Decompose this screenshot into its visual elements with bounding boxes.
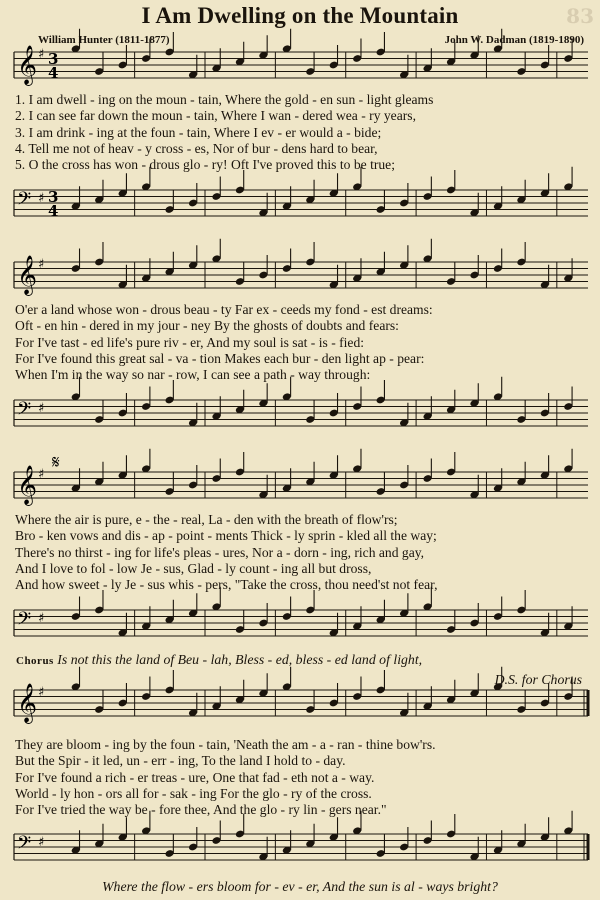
bass-staff-3 bbox=[14, 587, 588, 637]
verse-block-1 bbox=[15, 92, 590, 173]
sharp-key-icon: ♯ bbox=[38, 191, 45, 206]
sharp-key-icon: ♯ bbox=[38, 257, 45, 272]
chorus-text: Is not this the land of Beu - lah, Bless - ed, bless - ed land of light, bbox=[53, 652, 423, 667]
verse-line: For I've found a rich - er treas - ure, One that fad - eth not a - way. bbox=[15, 769, 375, 785]
sharp-key-icon: ♯ bbox=[38, 467, 45, 482]
verse-block-2 bbox=[15, 302, 590, 383]
verse-line: World - ly hon - ors all for - sak - ing For the glo - ry of the cross. bbox=[15, 785, 372, 801]
verse-line: Where the air is pure, e - the - real, La - den with the breath of flow'rs; bbox=[15, 512, 398, 527]
lyricist-credit: William Hunter (1811-1877) bbox=[38, 34, 170, 46]
verse-line: 4. Tell me not of heav - y cross - es, Nor of bur - dens hard to bear, bbox=[15, 140, 378, 156]
verse-line: For I've found this great sal - va - tion Makes each bur - den light ap - pear: bbox=[15, 350, 425, 366]
time-signature-top: 3 bbox=[48, 188, 59, 206]
bass-staff-2 bbox=[14, 377, 588, 427]
chorus-line bbox=[16, 652, 591, 668]
bass-clef-icon: 𝄢 bbox=[17, 833, 32, 858]
verse-line: But the Spir - it led, un - err - ing, To the land I hold to - day. bbox=[15, 753, 346, 769]
treble-clef-icon: 𝄞 bbox=[17, 465, 38, 505]
verse-line: For I've tast - ed life's pure riv - er, And my soul is sat - is - fied: bbox=[15, 334, 365, 350]
sharp-key-icon: ♯ bbox=[38, 47, 45, 62]
verse-line: For I've tried the way be - fore thee, And the glo - ry lin - gers near." bbox=[15, 802, 387, 818]
bass-clef-icon: 𝄢 bbox=[17, 189, 32, 214]
verse-line: 1. I am dwell - ing on the moun - tain, Where the gold - en sun - light gleams bbox=[15, 92, 434, 107]
treble-clef-icon: 𝄞 bbox=[17, 683, 38, 723]
time-signature-bottom: 4 bbox=[48, 202, 59, 220]
sharp-key-icon: ♯ bbox=[38, 685, 45, 700]
verse-line: Oft - en hin - dered in my jour - ney By the ghosts of doubts and fears: bbox=[15, 318, 399, 334]
treble-clef-icon: 𝄞 bbox=[17, 255, 38, 295]
bass-clef-icon: 𝄢 bbox=[17, 609, 32, 634]
sharp-key-icon: ♯ bbox=[38, 611, 45, 626]
composer-credit: John W. Dadman (1819-1890) bbox=[444, 34, 584, 46]
treble-clef-icon: 𝄞 bbox=[17, 45, 38, 85]
ds-for-chorus-note: D.S. for Chorus bbox=[494, 672, 582, 687]
verse-line: And I love to fol - low Je - sus, Glad - ly count - ing all but dross, bbox=[15, 560, 372, 576]
verse-line: O'er a land whose won - drous beau - ty Far ex - ceeds my fond - est dreams: bbox=[15, 302, 433, 317]
verse-block-4 bbox=[15, 737, 590, 818]
sharp-key-icon: ♯ bbox=[38, 835, 45, 850]
verse-line: And how sweet - ly Je - sus whis - pers, "Take the cross, thou need'st not fear, bbox=[15, 577, 438, 593]
segno-icon: 𝄋 bbox=[52, 452, 60, 473]
treble-staff-2 bbox=[14, 239, 588, 296]
verse-line: 3. I am drink - ing at the foun - tain, Where I ev - er would a - bide; bbox=[15, 124, 382, 140]
verse-line: 2. I can see far down the moun - tain, Where I wan - dered wea - ry years, bbox=[15, 108, 416, 124]
treble-staff-3 bbox=[14, 449, 588, 506]
verse-line: Bro - ken vows and dis - ap - point - ments Thick - ly sprin - kled all the way; bbox=[15, 528, 437, 544]
sharp-key-icon: ♯ bbox=[38, 401, 45, 416]
chorus-label: Chorus bbox=[16, 655, 54, 667]
bass-clef-icon: 𝄢 bbox=[17, 399, 32, 424]
time-signature-bottom: 4 bbox=[48, 64, 59, 82]
bass-staff-1 bbox=[14, 167, 588, 220]
verse-line: 5. O the cross has won - drous glo - ry! Oft I've proved this to be true; bbox=[15, 157, 395, 173]
verse-block-3 bbox=[15, 512, 590, 593]
verse-line: They are bloom - ing by the foun - tain, 'Neath the am - a - ran - thine bow'rs. bbox=[15, 737, 436, 752]
verse-line: There's no thirst - ing for life's pleas - ures, Nor a - dorn - ing, rich and gay, bbox=[15, 544, 425, 560]
page-number: 83 bbox=[566, 4, 594, 28]
time-signature-top: 3 bbox=[48, 50, 59, 68]
hymn-title: I Am Dwelling on the Mountain bbox=[141, 3, 459, 28]
verse-line: When I'm in the way so nar - row, I can see a path - way through: bbox=[15, 367, 371, 383]
final-chorus-line: Where the flow - ers bloom for - ev - er, And the sun is al - ways bright? bbox=[102, 879, 498, 894]
treble-staff-1 bbox=[14, 29, 588, 86]
